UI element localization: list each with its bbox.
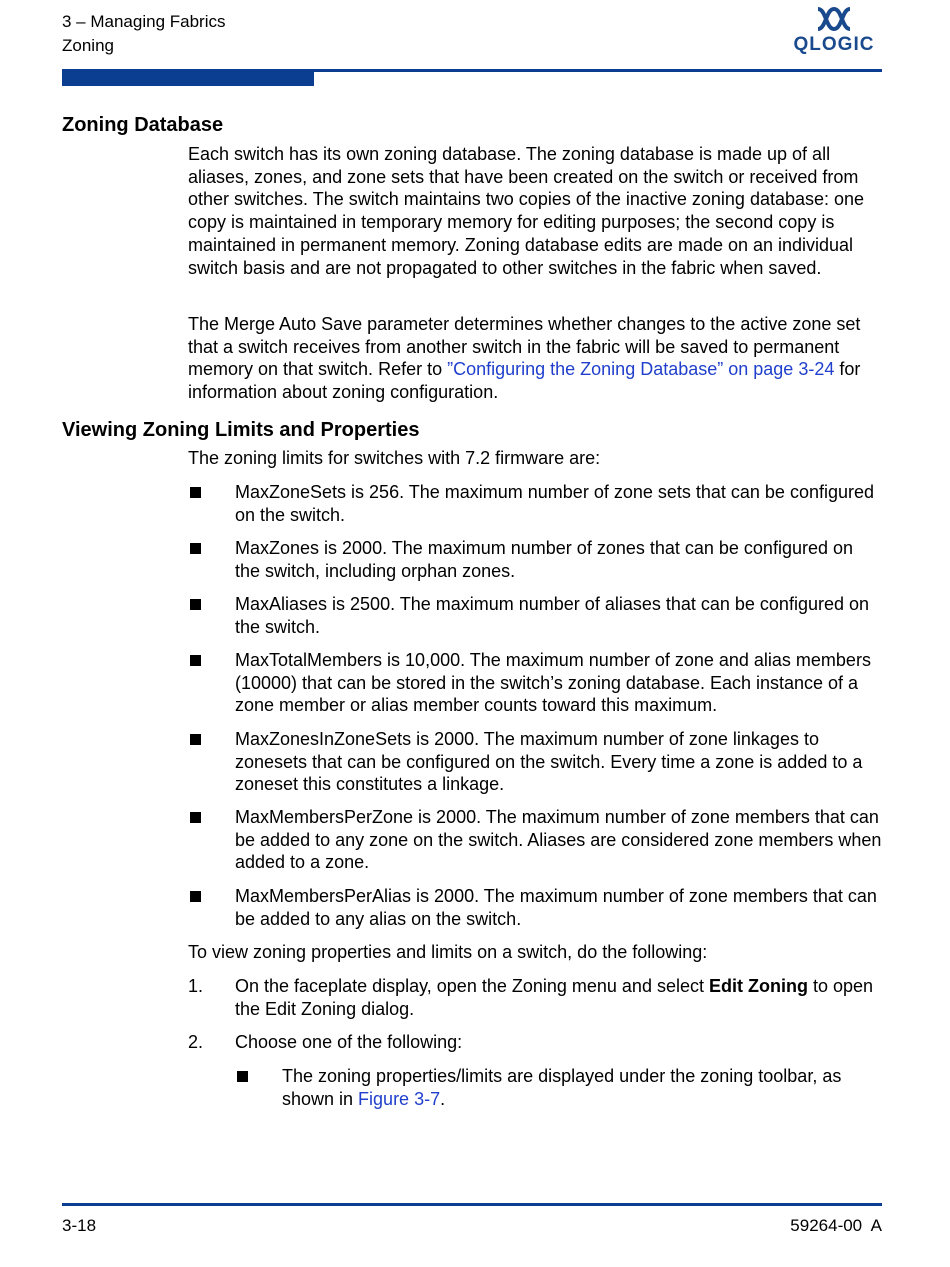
list-item [188,481,882,526]
qlogic-logo [786,6,882,62]
list-item-text: MaxAliases is 2500. The maximum number of aliases that can be configured on the switch. [235,594,869,637]
step-item [188,1031,882,1054]
list-item-text: MaxZoneSets is 256. The maximum number of zone sets that can be configured on the switch. [235,482,874,525]
step-text: Choose one of the following: [235,1032,463,1052]
step-number: 2. [188,1032,204,1052]
list-item-text: MaxZonesInZoneSets is 2000. The maximum number of zone linkages to zonesets that can be configured on the switch. Every time a zone is added to a zoneset this constitutes a linkage. [235,729,863,795]
list-item [188,537,882,582]
paragraph-text: for information about zoning configuration. [188,359,861,403]
list-item-text: MaxMembersPerZone is 2000. The maximum number of zone members that can be added to any zone on the switch. Aliases are considered zone members when added to a zone. [235,807,882,873]
section-title: Zoning [62,36,114,55]
square-bullet-icon [237,1071,248,1082]
sub-list-item [235,1065,882,1110]
viewing-limits-heading: Viewing Zoning Limits and Properties [62,419,420,441]
list-item [188,806,882,874]
list-item [188,593,882,638]
configuring-zoning-database-link[interactable]: ”Configuring the Zoning Database” on page 3-24 [447,359,835,380]
running-header [62,10,225,58]
list-item-text: MaxMembersPerAlias is 2000. The maximum number of zone members that can be added to any alias on the switch. [235,886,877,929]
step-number: 1. [188,976,204,996]
list-item [188,728,882,796]
figure-3-7-link[interactable]: Figure 3-7 [358,1088,441,1109]
square-bullet-icon [190,655,201,666]
zoning-database-heading: Zoning Database [62,114,224,136]
list-item [188,885,882,930]
square-bullet-icon [190,891,201,902]
zoning-database-paragraph-2 [188,313,882,404]
step-text [235,975,882,1020]
list-item-text: MaxZones is 2000. The maximum number of zones that can be configured on the switch, including orphan zones. [235,538,854,581]
square-bullet-icon [190,734,201,745]
header-rule-accent [62,69,314,86]
footer-rule [62,1203,882,1206]
step-text-part: On the faceplate display, open the Zoning menu and select [235,976,709,996]
sub-list-item-part: The zoning properties/limits are displayed under the zoning toolbar, as shown in [282,1066,842,1109]
step-item [188,975,882,1020]
zoning-database-paragraph-1: Each switch has its own zoning database. The zoning database is made up of all aliases, zones, and zone sets that have been created on the switch or received from other switches. The switch maintains two copies of the inactive zoning database: one copy is maintained in temporary memory for editing purposes; the second copy is maintained in permanent memory. Zoning database edits are made on an individual switch basis and are not propagated to other switches in the fabric when saved. [188,144,865,278]
logo-wordmark: QLOGIC [793,34,875,55]
square-bullet-icon [190,543,201,554]
sub-list-item-part: . [440,1088,446,1109]
square-bullet-icon [190,812,201,823]
limits-intro: The zoning limits for switches with 7.2 firmware are: [188,448,601,468]
view-properties-intro: To view zoning properties and limits on a switch, do the following: [188,942,708,962]
paragraph-text: The Merge Auto Save parameter determines whether changes to the active zone set that a switch receives from another switch in the fabric will be saved to permanent memory on that switch. Refer to [188,314,861,380]
step-text-part: to open the Edit Zoning dialog. [235,976,874,1019]
square-bullet-icon [190,487,201,498]
square-bullet-icon [190,599,201,610]
sub-list-item-text [282,1065,882,1110]
list-item-text: MaxTotalMembers is 10,000. The maximum number of zone and alias members (10000) that can be stored in the switch’s zoning database. Each instance of a zone member or alias member counts toward this maximum. [235,650,871,716]
qlogic-logo-icon [814,6,854,32]
document-id: 59264-00 A [790,1216,882,1235]
page-number: 3-18 [62,1216,97,1235]
edit-zoning-menu-item: Edit Zoning [708,976,808,996]
list-item [188,649,882,717]
chapter-title: 3 – Managing Fabrics [62,12,226,31]
